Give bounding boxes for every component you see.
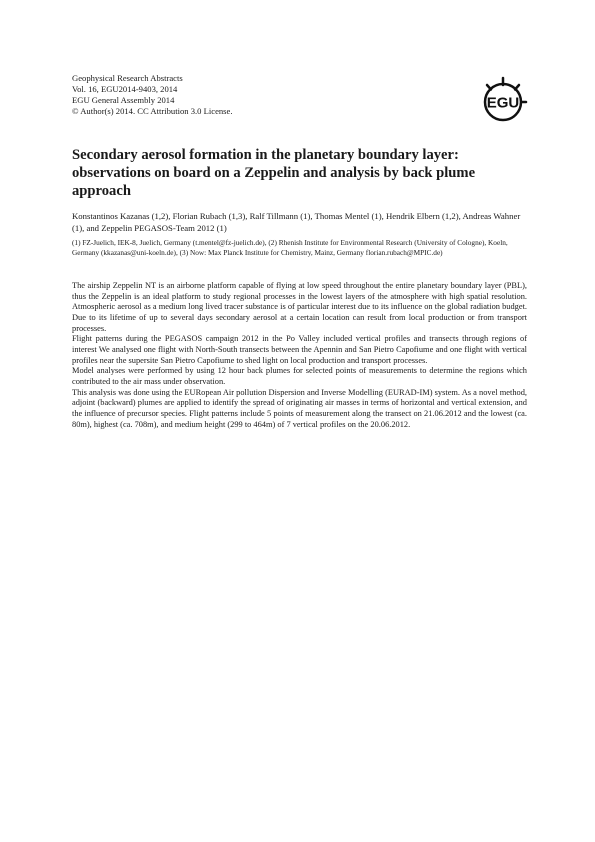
journal-name: Geophysical Research Abstracts: [72, 73, 183, 83]
affiliations: (1) FZ-Juelich, IEK-8, Juelich, Germany (t.mentel@fz-juelich.de), (2) Rhenish Institute for Environmental Research (University of Cologne), Koeln, Germany (kkazanas@uni-koeln.de), (3) Now: Max Planck Institute for Chemistry, Mainz, Germany florian.rubach@MPIC.de): [72, 238, 508, 257]
license-line: © Author(s) 2014. CC Attribution 3.0 License.: [72, 106, 233, 116]
egu-logo-icon: [478, 76, 528, 126]
abstract-body: [72, 281, 527, 430]
abstract-paragraph: This analysis was done using the EURopean Air pollution Dispersion and Inverse Modelling (EURAD-IM) system. As a novel method, adjoint (backward) plumes are applied to identify the spread of originating air masses in terms of horizontal and vertical extension, and the influence of precursor species. Flight patterns include 5 points of measurement along the transect on 21.06.2012 and the lowest (ca. 80m), highest (ca. 708m), and medium height (299 to 464m) of 7 vertical profiles on the 20.06.2012.: [72, 387, 527, 429]
abstract-paragraph: The airship Zeppelin NT is an airborne platform capable of flying at low speed throughout the entire planetary boundary layer (PBL), thus the Zeppelin is an ideal platform to study regional processes in the lowest layers of the atmosphere with high spatial resolution. Atmospheric aerosol as a medium long lived tracer substance is of particular interest due to its influence on the global radiation budget. Due to its lifetime of up to several days secondary aerosol at a certain location can result from local production or from transport processes.: [72, 281, 527, 333]
conference-name: EGU General Assembly 2014: [72, 95, 175, 105]
svg-text:EGU: EGU: [486, 94, 520, 112]
paper-title: Secondary aerosol formation in the planetary boundary layer: observations on board on a Zeppelin and analysis by back plume approach: [72, 147, 476, 199]
publication-header: [72, 73, 233, 117]
abstract-paragraph: Model analyses were performed by using 12 hour back plumes for selected points of measurements to determine the regions which contributed to the air mass under observation.: [72, 366, 527, 386]
volume-info: Vol. 16, EGU2014-9403, 2014: [72, 84, 178, 94]
author-list: Konstantinos Kazanas (1,2), Florian Rubach (1,3), Ralf Tillmann (1), Thomas Mentel (1), Hendrik Elbern (1,2), Andreas Wahner (1), and Zeppelin PEGASOS-Team 2012 (1): [72, 211, 521, 233]
abstract-paragraph: Flight patterns during the PEGASOS campaign 2012 in the Po Valley included vertical profiles and transects through regions of interest We analysed one flight with North-South transects between the Apennin and San Pietro Capofiume and one flight with vertical profiles near the supersite San Pietro Capofiume to shed light on local production and transport processes.: [72, 334, 527, 365]
